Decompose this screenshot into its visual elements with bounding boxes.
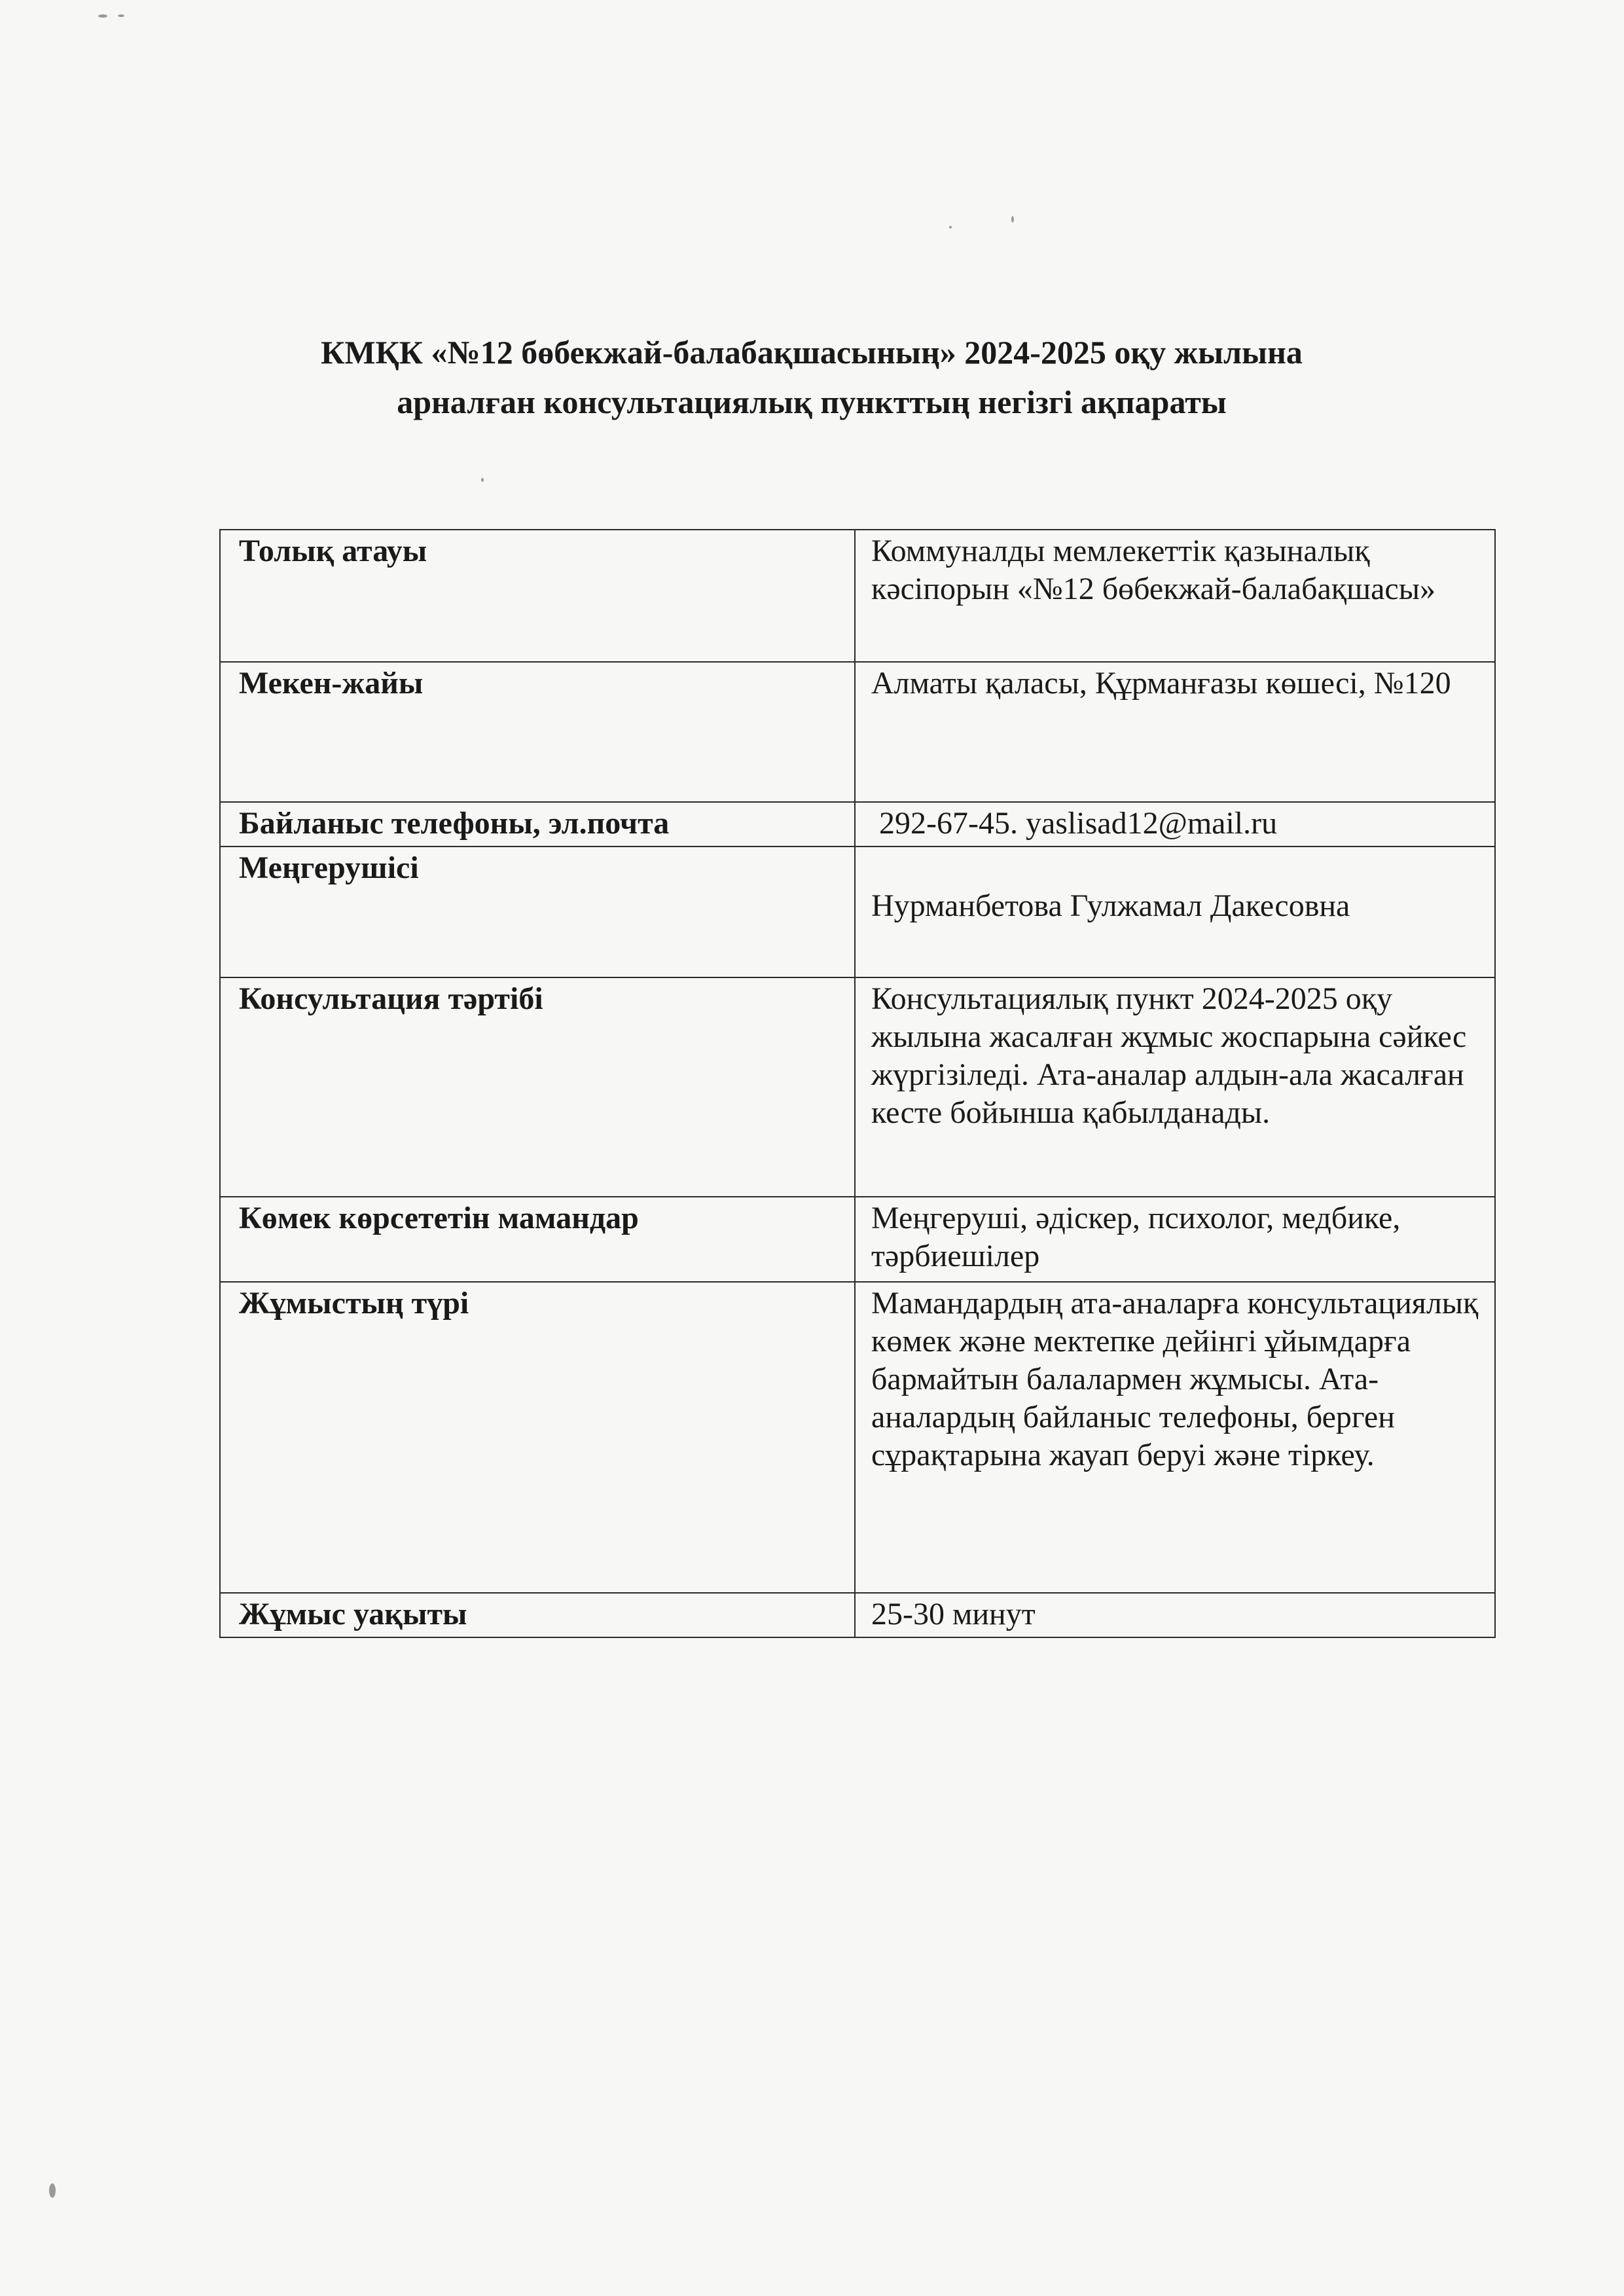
row-label: Меңгерушісі — [220, 847, 855, 977]
scan-speck — [49, 2183, 56, 2198]
row-value: 25-30 минут — [855, 1593, 1495, 1637]
row-label: Жұмыс уақыты — [220, 1593, 855, 1637]
scan-speck — [949, 226, 952, 228]
table-row — [220, 1282, 1495, 1593]
table-row — [220, 530, 1495, 662]
row-label: Жұмыстың түрі — [220, 1282, 855, 1593]
scan-speck — [118, 14, 124, 17]
row-label: Көмек көрсететін мамандар — [220, 1197, 855, 1282]
row-value: Алматы қаласы, Құрманғазы көшесі, №120 — [855, 662, 1495, 802]
row-value: Консультациялық пункт 2024-2025 оқу жылына жасалған жұмыс жоспарына сәйкес жүргізіледі. Ата-аналар алдын-ала жасалған кесте бойынша қабылданады. — [855, 977, 1495, 1197]
row-label: Байланыс телефоны, эл.почта — [220, 802, 855, 847]
row-value: Коммуналды мемлекеттік қазыналық кәсіпорын «№12 бөбекжай-балабақшасы» — [855, 530, 1495, 662]
title-line-1: КМҚК «№12 бөбекжай-балабақшасының» 2024-2025 оқу жылына — [321, 334, 1303, 371]
row-label: Консультация тәртібі — [220, 977, 855, 1197]
row-label: Толық атауы — [220, 530, 855, 662]
table-row — [220, 847, 1495, 977]
table-row — [220, 662, 1495, 802]
table-row — [220, 977, 1495, 1197]
scan-speck — [1011, 216, 1014, 223]
table-row — [220, 802, 1495, 847]
info-table — [219, 529, 1496, 1638]
row-value: Меңгеруші, әдіскер, психолог, медбике, тәрбиешілер — [855, 1197, 1495, 1282]
head-name: Нурманбетова Гулжамал Дакесовна — [871, 888, 1350, 923]
row-value: 292-67-45. yaslisad12@mail.ru — [855, 802, 1495, 847]
row-value: Мамандардың ата-аналарға консультациялық көмек және мектепке дейінгі ұйымдарға бармайтын балалармен жұмысы. Ата-аналардың байланыс телефоны, берген сұрақтарына жауап беруі және тіркеу. — [855, 1282, 1495, 1593]
scan-speck — [98, 14, 107, 18]
table-row — [220, 1197, 1495, 1282]
document-title — [196, 327, 1427, 427]
table-row — [220, 1593, 1495, 1637]
scan-speck — [481, 478, 484, 482]
title-line-2: арналған консультациялық пункттың негізгі ақпараты — [397, 384, 1227, 420]
row-value — [855, 847, 1495, 977]
row-label: Мекен-жайы — [220, 662, 855, 802]
